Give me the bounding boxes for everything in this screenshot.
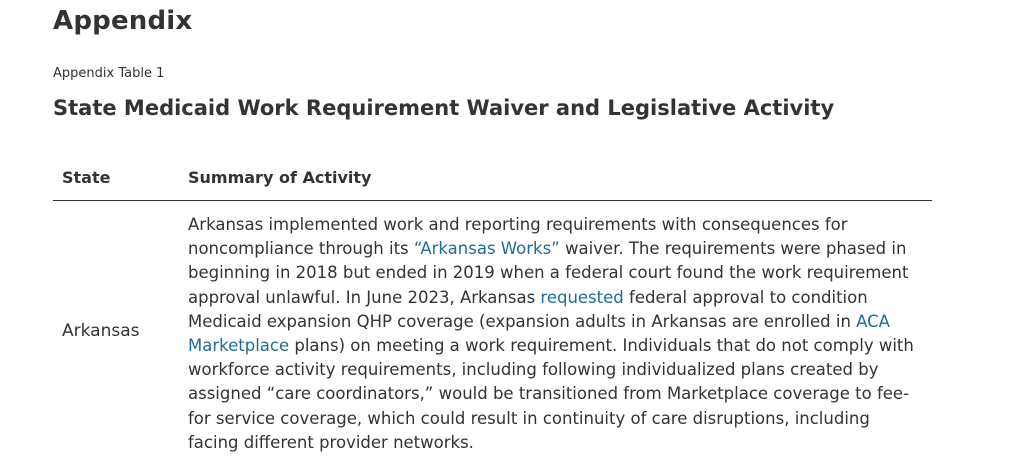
summary-line-9 (188, 407, 933, 431)
summary-text: noncompliance through its (188, 239, 414, 259)
summary-line-5 (188, 310, 933, 334)
column-header-summary: Summary of Activity (188, 168, 372, 187)
table-header-row (53, 160, 932, 201)
summary-text: Arkansas implemented work and reporting requirements with consequences for (188, 215, 848, 234)
summary-text: facing different provider networks. (188, 432, 474, 452)
summary-text: federal approval to condition (623, 287, 868, 307)
summary-text: waiver. The requirements were phased in (559, 239, 907, 259)
table-row (53, 201, 932, 461)
aca-marketplace-link-part-2[interactable]: Marketplace (188, 336, 290, 356)
summary-text: for service coverage, which could result in continuity of care disruptions, including (188, 408, 870, 428)
summary-cell (188, 213, 933, 455)
arkansas-works-link[interactable]: “Arkansas Works” (413, 239, 560, 259)
column-header-state: State (62, 168, 111, 187)
requested-link[interactable]: requested (540, 287, 624, 307)
state-cell: Arkansas (62, 321, 140, 341)
summary-text: plans) on meeting a work requirement. Individuals that do not comply with (289, 336, 914, 356)
summary-text: assigned “care coordinators,” would be transitioned from Marketplace coverage to fee- (188, 384, 910, 404)
summary-text: approval unlawful. In June 2023, Arkansas (188, 287, 541, 307)
summary-text: Medicaid expansion QHP coverage (expansion adults in Arkansas are enrolled in (188, 311, 857, 331)
summary-line-1 (188, 213, 933, 237)
table-title: State Medicaid Work Requirement Waiver and Legislative Activity (53, 96, 835, 120)
page-heading: Appendix (53, 6, 193, 36)
table-label: Appendix Table 1 (53, 66, 165, 81)
summary-line-6 (188, 334, 933, 358)
aca-marketplace-link-part-1[interactable]: ACA (856, 311, 890, 331)
summary-line-4 (188, 286, 933, 310)
summary-line-8 (188, 382, 933, 406)
summary-line-7 (188, 358, 933, 382)
summary-line-3 (188, 261, 933, 285)
summary-line-2 (188, 237, 933, 261)
summary-line-10 (188, 431, 933, 455)
summary-text: workforce activity requirements, including following individualized plans created by (188, 360, 879, 380)
summary-text: beginning in 2018 but ended in 2019 when a federal court found the work requirement (188, 263, 909, 283)
